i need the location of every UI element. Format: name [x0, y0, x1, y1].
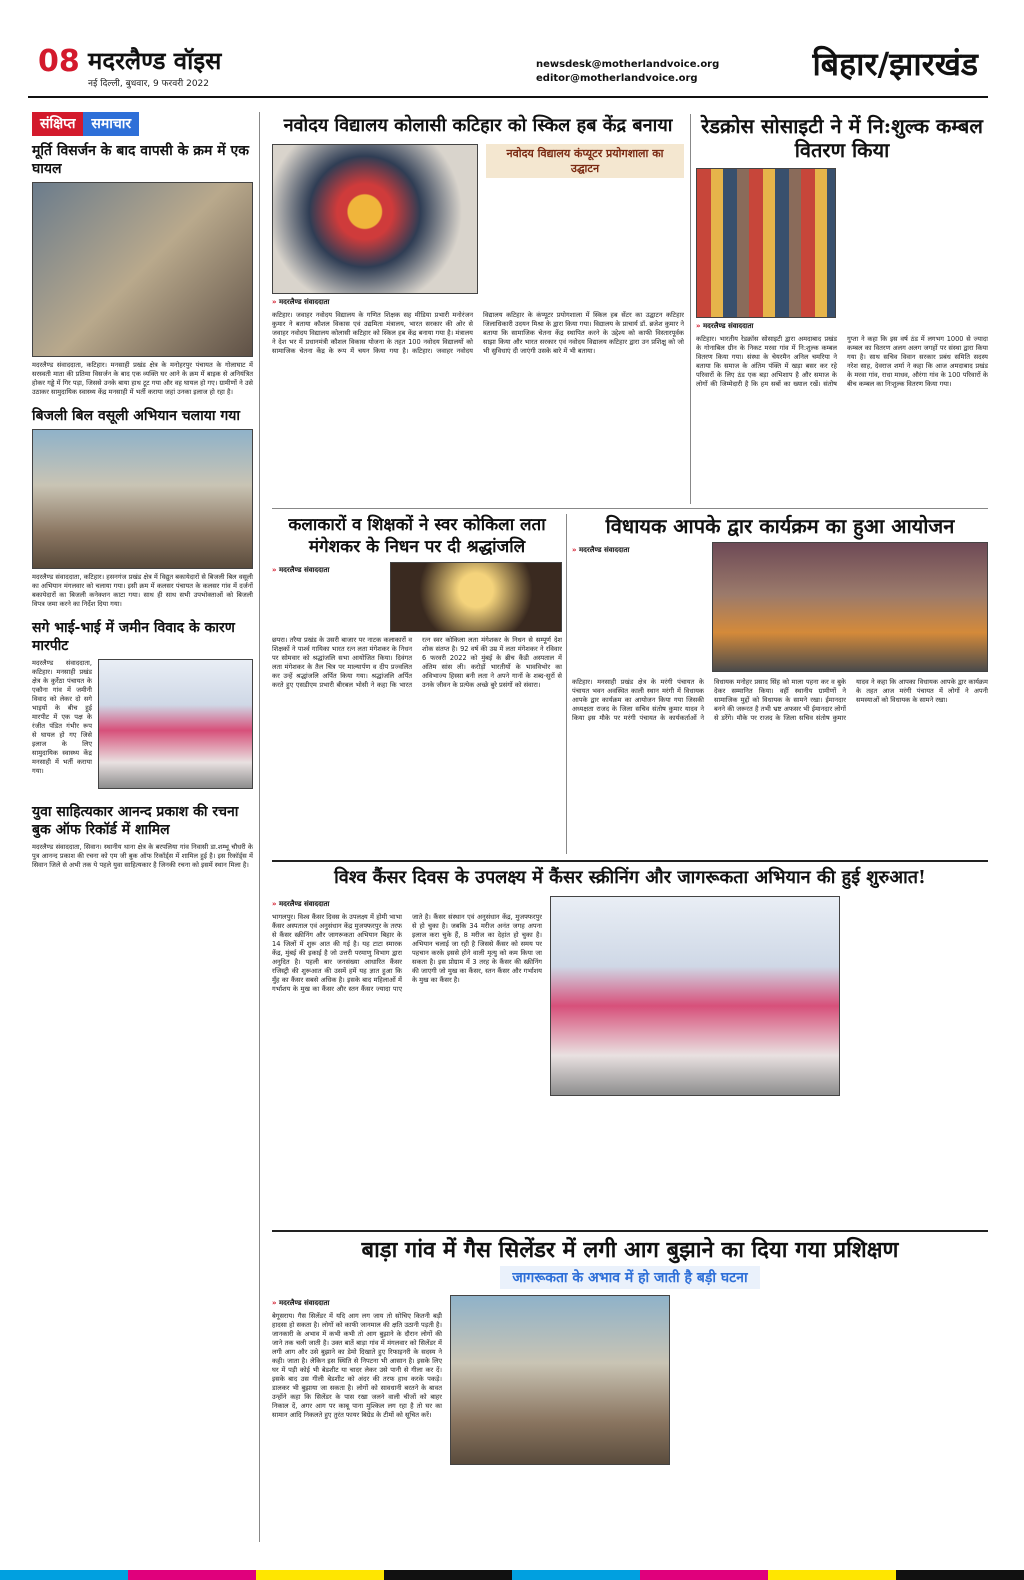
story-headline: विधायक आपके द्वार कार्यक्रम का हुआ आयोजन	[605, 514, 955, 538]
paper-name: मदरलैण्ड वॉइस	[88, 46, 222, 75]
brief-headline: मूर्ति विसर्जन के बाद वापसी के क्रम में एक घायल	[32, 143, 250, 177]
story-kicker: नवोदय विद्यालय कंप्यूटर प्रयोगशाला का उद्घाटन	[486, 144, 684, 178]
mla-meeting-photo	[712, 542, 988, 672]
blanket-distribution-photo	[696, 168, 836, 318]
briefs-tag-b: समाचार	[83, 112, 139, 136]
story-headline: विश्व कैंसर दिवस के उपलक्ष्य में कैंसर स्क्रीनिंग और जागरूकता अभियान की हुई शुरुआत!	[334, 867, 926, 888]
row-rule	[272, 1230, 988, 1232]
story-body: बेगूसराय। गैस सिलेंडर में यदि आग लग जाय तो सोचिए कितनी बड़ी हादसा हो सकता है। लोगों को काफी जानमाल की क्षति उठानी पड़ती है। जानकारी के अभाव में कभी कभी तो आग बुझाने के दौरान लोगों की जाने तक चली जाती है। उक्त बातें बाड़ा गांव में मंगलवार को सिलेंडर में लगी आग और उसे बुझाने का डेमो दिखाते हुए रिफाइनरी के सदस्य ने कही। जाता है। लेकिन इस स्थिति से निपटना भी आसान है। इसके लिए घर में पड़ी कोई भी बेडशीट या चादर लेकर उसे पानी से गीला कर दें। इसके बाद उस गीली बेडशीट को अंदर की तरफ हाथ करके पकड़े। डालकर भी बुझाया जा सकता है। लोगों को सावधानी बरतने के बावत उन्होंने कहा कि सिलेंडर के पास रखा जलने वाली चीजों को बाहर निकाल दें, अगर आग पर काबू पाना मुश्किल लग रहा है तो घर का सामान आदि निकलते हुए तुरंत फायर बिग्रेड के टीमों को सूचित करें।	[272, 1312, 442, 1419]
print-color-bar	[0, 1570, 1024, 1580]
story-headline: कलाकारों व शिक्षकों ने स्वर कोकिला लता मंगेशकर के निधन पर दी श्रद्धांजलि	[288, 515, 546, 557]
column-rule	[690, 114, 691, 504]
editor-email[interactable]: editor@motherlandvoice.org	[536, 73, 698, 84]
story-byline: » मदरलैण्ड संवाददाता	[272, 900, 542, 909]
story-cancer	[272, 866, 988, 1226]
story-navodaya	[272, 114, 684, 504]
row-rule	[272, 860, 988, 862]
story-body-aside	[678, 1295, 988, 1525]
story-body-aside	[848, 896, 988, 1196]
story-vidhayak	[572, 514, 988, 854]
hospital-patient-photo	[32, 182, 253, 357]
story-headline: बाड़ा गांव में गैस सिलेंडर में लगी आग बुझाने का दिया गया प्रशिक्षण	[361, 1237, 899, 1263]
section-title: बिहार/झारखंड	[812, 45, 978, 83]
story-headline: रेडक्रोस सोसाइटी ने में नि:शुल्क कम्बल वितरण किया	[701, 114, 983, 162]
story-body: कटिहार। जवाहर नवोदय विद्यालय के गणित शिक्षक सह मीडिया प्रभारी मनोरंजन कुमार ने बताया कौशल विकास एवं उद्यमिता मंत्रालय, भारत सरकार की ओर से जवाहर नवोदय विद्यालय कोलासी कटिहार को स्किल हब केंद्र बनाया गया है। मंत्रालय ने देश भर में प्रधानमंत्री कौशल विकास योजना के तहत 100 नवोदय विद्यालयों को सामाजिक चेतना केंद्र के रूप में चयन किया गया है। कटिहार। जवाहर नवोदय विद्यालय कटिहार के कंप्यूटर प्रयोगशाला में स्किल हब सेंटर का उद्घाटन कटिहार जिलाधिकारी उदयन मिश्रा के द्वारा किया गया। विद्यालय के प्राचार्य डॉ. ब्रजेश कुमार ने बताया कि सामाजिक चेतना केंद्र स्थापित करने के उद्देश्य को काफी विस्तारपूर्वक साझा किया और भारत सरकार एवं नवोदय विद्यालय कटिहार द्वारा उन प्रशिक्षु को जो भी सुविधाएं दी जाएंगी उसके बारे में भी बताया।	[272, 311, 684, 355]
story-body-aside	[842, 168, 988, 318]
brief-text: मदरलैण्ड संवाददाता, कटिहार। मनसाही प्रखंड क्षेत्र के मनोहरपुर पंचायत के गोलाघाट में सरस्वती माता की प्रतिमा विसर्जन के बाद एक व्यक्ति घर आने के क्रम में बाइक से अनियंत्रित होकर गड्ढे में गिर पड़ा, जिससे उनके बाया हाथ टूट गया और वह घायल हो गए। ग्रामीणों ने उसे उठाकर सामुदायिक स्वास्थ्य केंद्र मनसाही में भर्ती कराया जहां उनका इलाज हो रहा है।	[32, 361, 253, 396]
story-gas	[272, 1236, 988, 1536]
story-byline: » मदरलैण्ड संवाददाता	[696, 322, 988, 331]
brief-text: मदरलैण्ड संवाददाता, कटिहार। मनसाही प्रखंड क्षेत्र के कुर्रेठा पंचायत के एकौना गांव में जमीनी विवाद को लेकर दो सगे भाइयों के बीच हुई मारपीट में एक पक्ष के रंजीत पंडित गंभीर रूप से घायल हो गए जिसे इलाज के लिए सामुदायिक स्वास्थ्य केंद्र मनसाही में भर्ती कराया गया।	[32, 659, 92, 775]
story-byline: » मदरलैण्ड संवाददाता	[572, 546, 704, 555]
brief-headline: बिजली बिल वसूली अभियान चलाया गया	[32, 408, 241, 424]
story-body: छपरा। तरैया प्रखंड के उसरी बाजार पर नाटक कलाकारों व शिक्षकों ने पार्श्व गायिका भारत रत्न लता मंगेशकर के निधन पर सोमवार को श्रद्धांजलि सभा आयोजित किया। दिवंगत लता मंगेशकर के तैल चित्र पर माल्यार्पण व दीप प्रज्वलित कर उन्हें श्रद्धांजलि अर्पित किया गया। श्रद्धांजलि अर्पित करते हुए एसडीएम प्रभारी बीरबल भोसी ने कहा कि भारत रत्न स्वर कोकिला लता मंगेशकर के निधन से सम्पूर्ण देश शोक संतप्त है। 92 वर्ष की उम्र में लता मंगेशकर ने रविवार 6 फरवरी 2022 को मुंबई के ब्रीच कैंडी अस्पताल में अंतिम सांस ली। करोड़ों भारतीयों के भावविभोर का अविभाज्य हिस्सा बनी लता ने अपने गानों के शब्द-सुरों से उनके जीवन के प्रत्येक अच्छे बुरे प्रसंगों को संवारा।	[272, 636, 562, 689]
story-body: कटिहार। मनसाही प्रखंड क्षेत्र के मरंगी पंचायत के पंचायत भवन अवस्थित काली स्थान मरंगी में विधायक आपके द्वार कार्यक्रम का आयोजन किया गया जिसकी अध्यक्षता राजद के जिला सचिव संतोष कुमार यादव ने किया इस मौके पर मरंगी पंचायत के कार्यकर्ताओं ने विधायक मनोहर प्रसाद सिंह को माला पहना कर व बुके देकर सम्मानित किया। वहीं स्थानीय ग्रामीणों ने सामाजिक मुद्दों को विधायक के सामने रखा। ईमानदार बनने की जरूरत है तभी भ्रष्ट अफसर भी ईमानदार लोगों से डरेंगे। मौके पर राजद के जिला सचिव संतोष कुमार यादव ने कहा कि आपका विधायक आपके द्वार कार्यक्रम के तहत आज मरंगी पंचायत में लोगों ने अपनी समस्याओं को विधायक के सामने रखा।	[572, 678, 988, 722]
story-byline: » मदरलैण्ड संवाददाता	[272, 1299, 442, 1308]
brief-text: मदरलैण्ड संवाददाता, कटिहार। हसनगंज प्रखंड क्षेत्र में विद्युत बकायेदारों से बिजली बिल वसूली का अभियान मंगलवार को चलाया गया। इसी क्रम में कलसर पंचायत के कलसर गांव में दर्जनों बकायेदारों का बिजली कनेक्शन काटा गया। साथ ही साथ सभी उपभोक्ताओं को बिजली विपत्र जमा करने का निर्देश दिया गया।	[32, 573, 253, 608]
masthead	[28, 38, 988, 98]
electricity-drive-photo	[32, 429, 253, 569]
tribute-photo	[390, 562, 562, 632]
story-redcross	[696, 114, 988, 504]
brief-headline: सगे भाई-भाई में जमीन विवाद के कारण मारपीट	[32, 620, 235, 654]
brief-text: मदरलैण्ड संवाददाता, सिवान। स्थानीय थाना क्षेत्र के बरपलिया गांव निवासी डा.शम्भू चौधरी के पुत्र आनन्द प्रकाश की रचना को एम जी बुक ऑफ रिकॉर्ड्स में शामिल हुई है। इस रिकॉर्ड्स में सिवान जिले से अभी तक ये पहले युवा साहित्यकार है जिनकी रचना को इसमें स्थान मिला है।	[32, 843, 253, 869]
brief-headline: युवा साहित्यकार आनन्द प्रकाश की रचना बुक ऑफ रिकॉर्ड में शामिल	[32, 804, 239, 838]
story-lata	[272, 514, 562, 854]
story-subhead: जागरूकता के अभाव में हो जाती है बड़ी घटना	[500, 1266, 759, 1289]
briefs-tag	[32, 112, 253, 136]
story-headline: नवोदय विद्यालय कोलासी कटिहार को स्किल हब केंद्र बनाया	[283, 115, 673, 136]
story-byline: » मदरलैण्ड संवाददाता	[272, 566, 384, 575]
contact-emails	[536, 58, 719, 86]
inauguration-photo	[272, 144, 478, 294]
cancer-camp-photo	[550, 896, 840, 1096]
briefs-tag-a: संक्षिप्त	[32, 112, 83, 136]
column-rule	[566, 514, 567, 854]
story-body: कटिहार। भारतीय रेडक्रॉस सोसाइटी द्वारा अमदाबाद प्रखंड के गोनाबिल ग्रीन के निकट मरवा गांव में नि:शुल्क कम्बल वितरण किया गया। संस्था के चेयरमैन अनिल चमरिया ने बताया कि समाज के अंतिम पंक्ति में खड़ा बसर कर रहे परिवारों के लिए ठंड एक बड़ा अभिशाप है और समाज के लोगों की जिम्मेदारी है कि हम सबों का ख्याल रखें। संतोष गुप्ता ने कहा कि इस वर्ष ठंड में लगभग 1000 से ज्यादा कम्बल का वितरण अलग अलग जगहों पर संस्था द्वारा किया गया है। साथ सचिव विवान सरकार प्रबंध समिति सदस्य नरेश साह, देवराज शर्मा ने कहा कि आज अमदाबाद प्रखंड के मरवा गांव, राधा माधव, औरंगा गांव के 100 परिवारों के बीच कम्बल का निःशुल्क वितरण किया गया।	[696, 335, 988, 388]
story-body: भागलपुर। विश्व कैंसर दिवस के उपलक्ष्य में होमी भाभा कैंसर अस्पताल एवं अनुसंधान केंद्र मुजफ्फरपुर के तरफ से कैंसर स्क्रीनिंग और जागरूकता अभियान बिहार के 14 जिलों में शुरू आत की गई है। यह टाटा स्मारक केंद्र, मुंबई की इकाई है जो उत्तरी परमाणु विभाग द्वारा अनुदित है। पहली बार जनसंख्या आधारित कैंसर रजिस्ट्री की शुरूआत की उसमें हमें यह ज्ञात हुआ कि मुँह का कैंसर सबसे अधिक है। इसके बाद महिलाओं में गर्भाशय के मुख का कैंसर और स्तन कैंसर ज्यादा पाए जाते है। कैंसर संस्थान एवं अनुसंधान केंद्र, मुजफ्फरपुर से हो चुका है। जबकि 34 मरीज अनंत जगह अपना इलाज करा चुके हैं, 8 मरीज का देहांत हो चुका है। अभियान चलाई जा रही है जिससे कैंसर को समय पर पहचान करके इससे होने वाली मृत्यु को कम किया जा सकता है। इस प्रोग्राम में 3 तरह के कैंसर की स्क्रीनिंग की जाएगी जो मुख का कैंसर, स्तन कैंसर और गर्भाशय के मुख का कैंसर है।	[272, 913, 542, 993]
briefs-column	[32, 112, 260, 1542]
story-byline: » मदरलैण्ड संवाददाता	[272, 298, 684, 307]
row-rule	[272, 508, 988, 509]
gas-training-photo	[450, 1295, 670, 1465]
page-number: 08	[38, 44, 80, 79]
dateline: नई दिल्ली, बुधवार, 9 फरवरी 2022	[88, 79, 209, 89]
injured-man-photo	[98, 659, 253, 789]
newsdesk-email[interactable]: newsdesk@motherlandvoice.org	[536, 59, 720, 70]
